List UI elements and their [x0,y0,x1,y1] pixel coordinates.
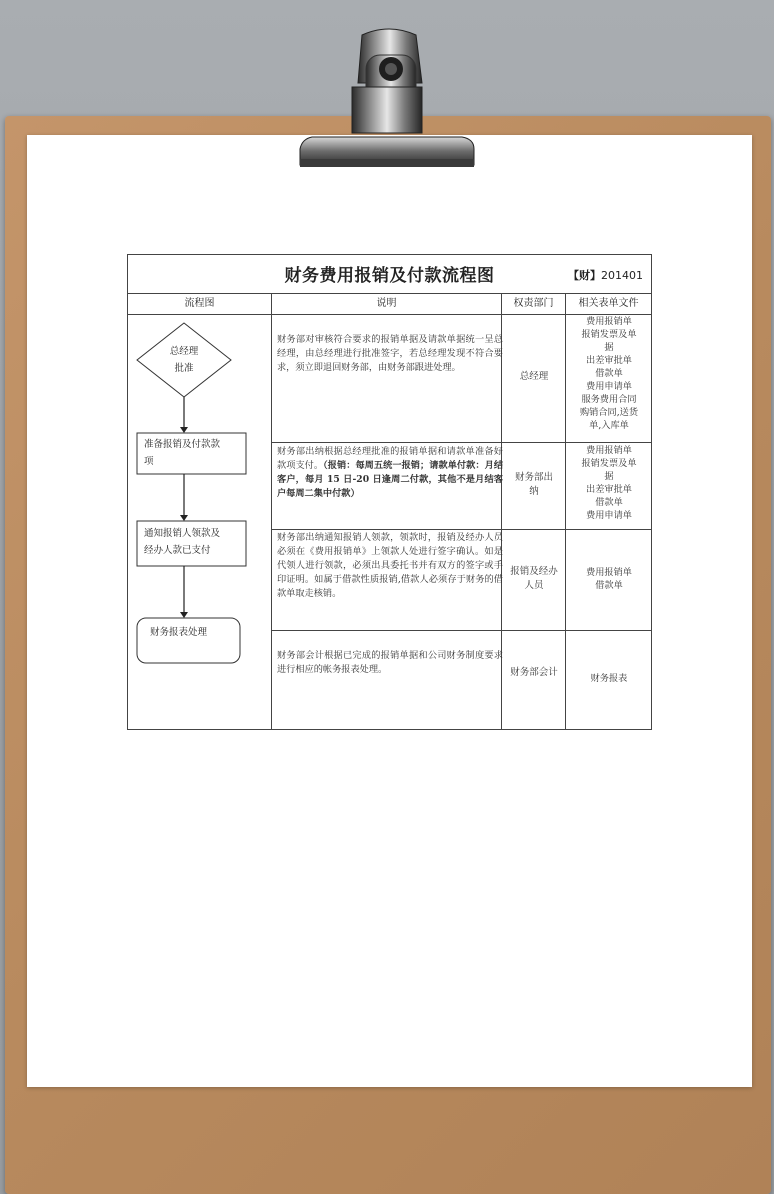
row2-department: 财务部出纳 [514,472,553,497]
binder-clip-icon [296,25,478,180]
flowchart-form [127,254,652,730]
row-divider [271,442,651,443]
header-flowchart: 流程图 [184,298,215,309]
doc-item: 费用申请单 [586,381,632,392]
doc-item: 出差审批单 [586,484,632,495]
row2-description-plain: 财务部出纳根据总经理批准的报销单据和请款单准备好款项支付。 [277,446,503,471]
node-approval-line2: 批准 [174,363,194,374]
row3-description: 财务部出纳通知报销人领款，领款时，报销及经办人员必须在《费用报销单》上领款人处进行签字确认。如是代领人进行领款，必须出具委托书并有双方的签字或手印证明。如属于借款性质报销,借款人必须存于财务的借款单取走核销。 [277,532,503,599]
node-report-text: 财务报表处理 [150,627,208,638]
doc-item: 报销发票及单 [581,458,637,469]
row2-documents [566,444,652,522]
form-title: 财务费用报销及付款流程图 [284,266,495,286]
row3-department: 报销及经办人员 [510,566,558,591]
node-approval-line1: 总经理 [169,346,199,357]
row2-description-bold: （报销：每周五统一报销；请款单付款：月结客户，每月 15 日-20 日逢周二付款，其他不是月结客户每周二集中付款） [277,460,504,499]
row2-description [277,445,503,501]
row4-department: 财务部会计 [510,667,558,678]
row1-department: 总经理 [519,371,549,382]
doc-item: 借款单 [595,497,623,508]
row4-description: 财务部会计根据已完成的报销单据和公司财务制度要求进行相应的帐务报表处理。 [277,650,503,675]
node-notify-text [144,525,244,559]
doc-item: 费用报销单 [586,567,632,578]
row1-description: 财务部对审核符合要求的报销单据及请款单据统一呈总经理，由总经理进行批准签字，若总经理发现不符合要求，须立即退回财务部，由财务部跟进处理。 [277,334,503,373]
node-prepare-line1: 准备报销及付款款 [144,439,221,450]
flowchart-area [128,315,271,730]
form-code-bracket: 【财】 [568,269,601,282]
header-documents: 相关表单文件 [578,298,639,309]
col-divider [271,293,272,729]
doc-item: 据 [604,471,614,482]
doc-item: 出差审批单 [586,355,632,366]
header-description: 说明 [376,298,397,309]
doc-item: 财务报表 [590,673,628,684]
doc-item: 费用申请单 [586,510,632,521]
form-code-number: 201401 [601,269,643,282]
row3-documents [566,566,652,592]
doc-item: 费用报销单 [586,445,632,456]
header-department: 权责部门 [513,298,554,309]
row-divider [271,529,651,530]
doc-item: 费用报销单 [586,316,632,327]
node-approval-text [154,343,214,377]
node-prepare-line2: 项 [144,456,154,467]
doc-item: 服务费用合同 [581,394,637,405]
title-row [128,255,651,294]
row-divider [271,630,651,631]
node-notify-line1: 通知报销人领款及 [144,528,221,539]
doc-item: 购销合同,送货 [579,407,639,418]
row1-documents [566,315,652,432]
node-prepare-text [144,436,244,470]
node-notify-line2: 经办人款已支付 [144,545,211,556]
flowchart-shapes [128,315,271,730]
doc-item: 借款单 [595,368,623,379]
doc-item: 报销发票及单 [581,329,637,340]
row4-documents [566,672,652,685]
doc-item: 据 [604,342,614,353]
form-code [568,267,643,283]
doc-item: 借款单 [595,580,623,591]
doc-item: 单,入库单 [589,420,629,431]
